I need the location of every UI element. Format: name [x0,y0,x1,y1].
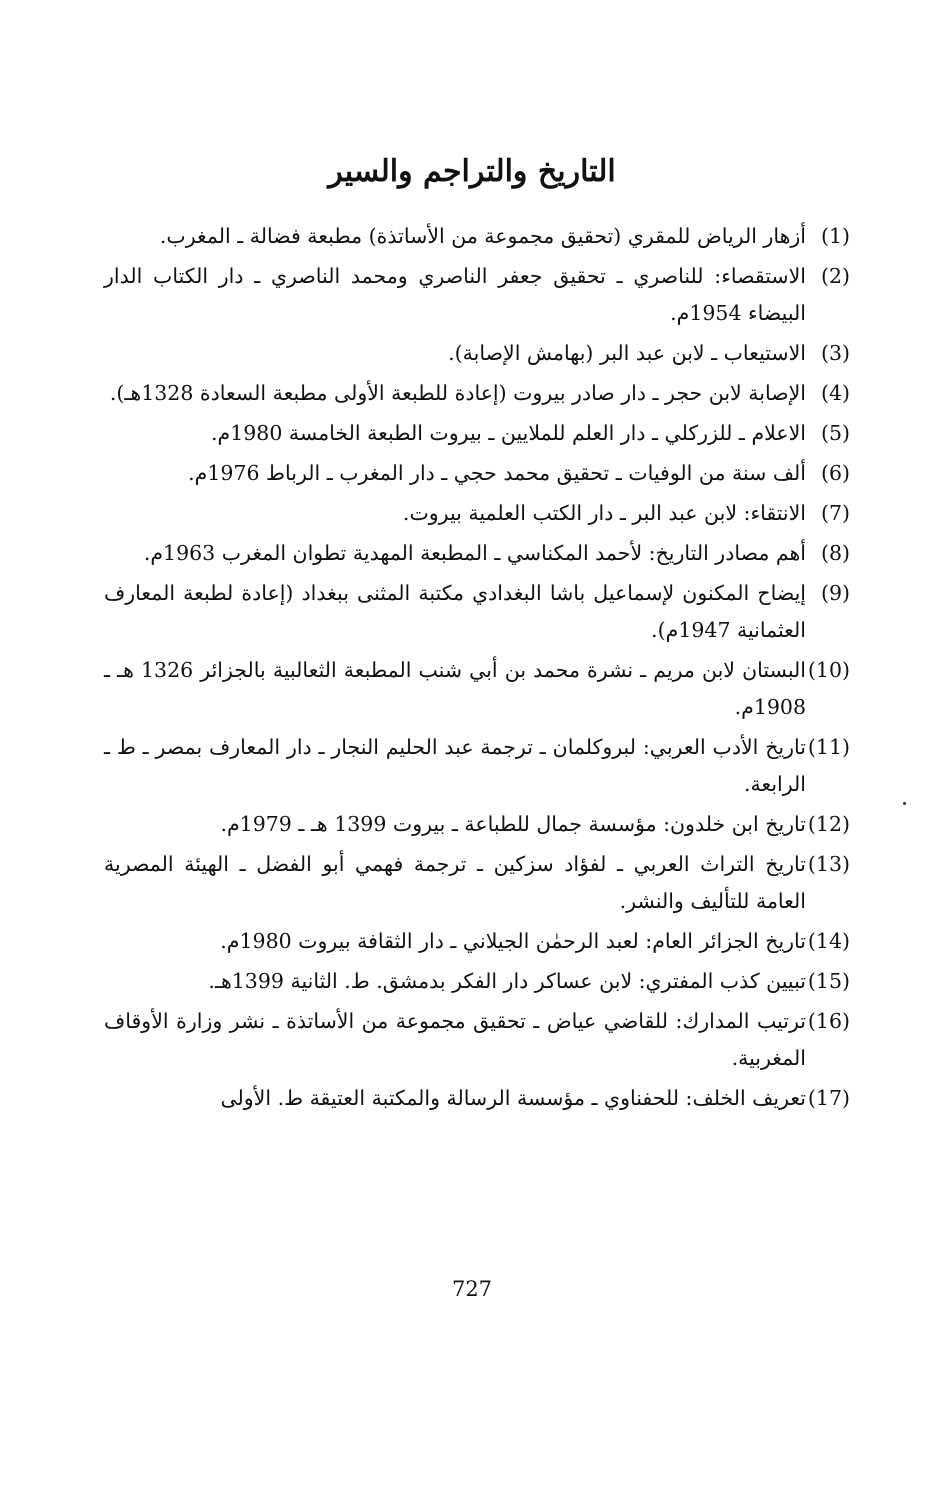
entry-number: (9) [820,581,850,605]
entry-text: الاعلام ـ للزركلي ـ دار العلم للملايين ـ بيروت الطبعة الخامسة 1980م. [210,421,806,445]
entry-text: أهم مصادر التاريخ: لأحمد المكناسي ـ المطبعة المهدية تطوان المغرب 1963م. [143,541,806,565]
bibliography-entry [104,258,850,332]
entry-text: أزهار الرياض للمقري (تحقيق مجموعة من الأساتذة) مطبعة فضالة ـ المغرب. [159,224,806,248]
entry-text: الانتقاء: لابن عبد البر ـ دار الكتب العلمية بيروت. [402,501,806,525]
entry-number: (16) [807,1009,850,1033]
entry-number: (12) [807,812,850,836]
entry-number: (2) [820,264,850,288]
bibliography-entry [104,923,850,960]
entry-text: البستان لابن مريم ـ نشرة محمد بن أبي شنب المطبعة الثعالبية بالجزائر 1326 هـ ـ 1908م. [104,658,806,719]
entry-text: إيضاح المكنون لإسماعيل باشا البغدادي مكتبة المثنى ببغداد (إعادة لطبعة المعارف العثمانية 1947م). [104,581,806,642]
bibliography-entry [104,963,850,1000]
scan-speck [903,802,906,805]
entry-text: تاريخ التراث العربي ـ لفؤاد سزكين ـ ترجمة فهمي أبو الفضل ـ الهيئة المصرية العامة للتأليف والنشر. [104,852,806,913]
section-title: التاريخ والتراجم والسير [328,154,616,189]
entry-text: ألف سنة من الوفيات ـ تحقيق محمد حجي ـ دار المغرب ـ الرباط 1976م. [188,461,806,485]
bibliography-entry [104,1080,850,1117]
entry-number: (1) [820,224,850,248]
bibliography-entry [104,415,850,452]
entry-text: ترتيب المدارك: للقاضي عياض ـ تحقيق مجموعة من الأساتذة ـ نشر وزارة الأوقاف المغربية. [104,1009,806,1070]
bibliography-entry [104,1003,850,1077]
entry-number: (14) [807,929,850,953]
entry-text: تاريخ ابن خلدون: مؤسسة جمال للطباعة ـ بيروت 1399 هـ ـ 1979م. [220,812,806,836]
bibliography-entry [104,806,850,843]
bibliography-entry [104,846,850,920]
entry-number: (15) [807,969,850,993]
entry-number: (8) [820,541,850,565]
bibliography-entry [104,455,850,492]
entry-text: تاريخ الأدب العربي: لبروكلمان ـ ترجمة عبد الحليم النجار ـ دار المعارف بمصر ـ ط ـ الرابعة. [104,735,806,796]
bibliography-list [104,218,850,1120]
entry-text: تعريف الخلف: للحفناوي ـ مؤسسة الرسالة والمكتبة العتيقة ط. الأولى [220,1086,806,1110]
entry-number: (6) [820,461,850,485]
bibliography-entry [104,375,850,412]
entry-number: (5) [820,421,850,445]
entry-text: تبيين كذب المفتري: لابن عساكر دار الفكر بدمشق. ط. الثانية 1399هـ. [208,969,806,993]
bibliography-entry [104,495,850,532]
entry-text: الإصابة لابن حجر ـ دار صادر بيروت (إعادة للطبعة الأولى مطبعة السعادة 1328هـ). [109,381,806,405]
entry-number: (13) [807,852,850,876]
bibliography-entry [104,575,850,649]
entry-number: (7) [820,501,850,525]
entry-number: (3) [820,341,850,365]
entry-number: (17) [807,1086,850,1110]
bibliography-entry [104,652,850,726]
entry-text: تاريخ الجزائر العام: لعبد الرحمٰن الجيلاني ـ دار الثقافة بيروت 1980م. [220,929,806,953]
entry-number: (4) [820,381,850,405]
entry-number: (11) [807,735,850,759]
bibliography-entry [104,218,850,255]
entry-number: (10) [807,658,850,682]
entry-text: الاستيعاب ـ لابن عبد البر (بهامش الإصابة). [448,341,806,365]
bibliography-entry [104,335,850,372]
bibliography-entry [104,729,850,803]
page-number: 727 [451,1277,493,1301]
bibliography-entry [104,535,850,572]
entry-text: الاستقصاء: للناصري ـ تحقيق جعفر الناصري ومحمد الناصري ـ دار الكتاب الدار البيضاء 1954م. [104,264,806,325]
